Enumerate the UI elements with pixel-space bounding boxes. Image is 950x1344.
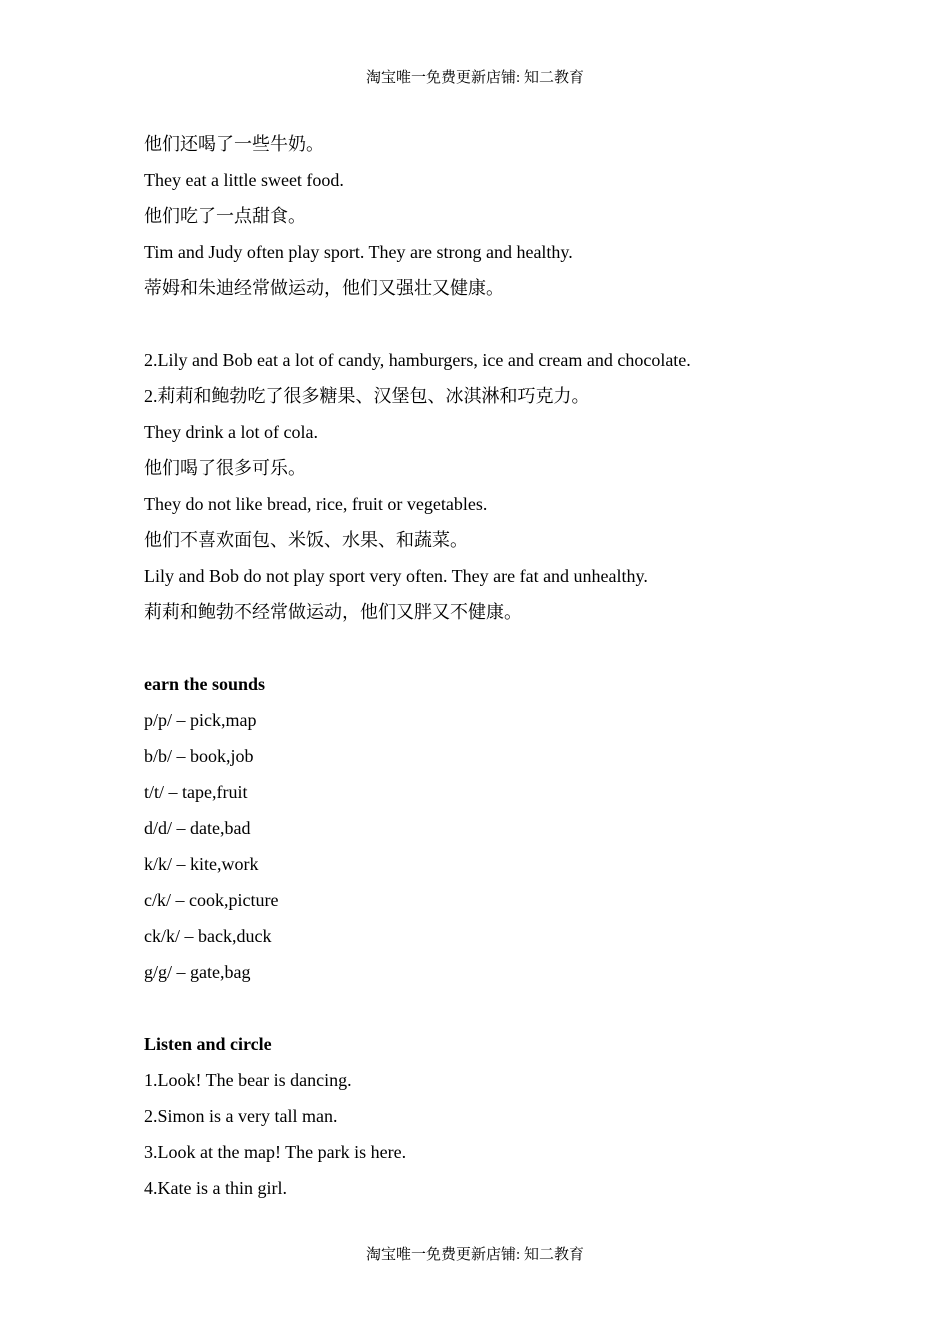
sound-item: p/p/ – pick,map — [144, 710, 257, 730]
sound-item: g/g/ – gate,bag — [144, 962, 251, 982]
text-line: 莉莉和鲍勃不经常做运动，他们又胖又不健康。 — [144, 602, 522, 622]
page-footer: 淘宝唯一免费更新店铺: 知二教育 — [366, 1247, 584, 1263]
text-line: 他们不喜欢面包、米饭、水果、和蔬菜。 — [144, 530, 468, 550]
text-line: Lily and Bob do not play sport very often. They are fat and unhealthy. — [144, 566, 648, 586]
text-line: They drink a lot of cola. — [144, 422, 318, 442]
text-line: 他们还喝了一些牛奶。 — [144, 134, 324, 154]
sound-item: t/t/ – tape,fruit — [144, 782, 248, 802]
sound-item: c/k/ – cook,picture — [144, 890, 279, 910]
sound-item: b/b/ – book,job — [144, 746, 254, 766]
text-line: They eat a little sweet food. — [144, 170, 344, 190]
listen-item: 4.Kate is a thin girl. — [144, 1178, 287, 1198]
sound-item: ck/k/ – back,duck — [144, 926, 272, 946]
text-line: 2.Lily and Bob eat a lot of candy, hamburgers, ice and cream and chocolate. — [144, 350, 691, 370]
blank-line — [144, 306, 844, 342]
text-line: 他们吃了一点甜食。 — [144, 206, 306, 226]
text-line: 蒂姆和朱迪经常做运动，他们又强壮又健康。 — [144, 278, 504, 298]
sound-item: k/k/ – kite,work — [144, 854, 259, 874]
listen-item: 3.Look at the map! The park is here. — [144, 1142, 407, 1162]
document-body — [144, 126, 844, 1206]
text-line: 2.莉莉和鲍勃吃了很多糖果、汉堡包、冰淇淋和巧克力。 — [144, 386, 590, 406]
listen-item: 1.Look! The bear is dancing. — [144, 1070, 352, 1090]
text-line: 他们喝了很多可乐。 — [144, 458, 306, 478]
blank-line — [144, 630, 844, 666]
text-line: Tim and Judy often play sport. They are strong and healthy. — [144, 242, 573, 262]
blank-line — [144, 990, 844, 1026]
listen-item: 2.Simon is a very tall man. — [144, 1106, 338, 1126]
section-heading-listen: Listen and circle — [144, 1034, 272, 1054]
sound-item: d/d/ – date,bad — [144, 818, 251, 838]
section-heading-sounds: earn the sounds — [144, 674, 266, 694]
text-line: They do not like bread, rice, fruit or vegetables. — [144, 494, 488, 514]
page-header: 淘宝唯一免费更新店铺: 知二教育 — [366, 70, 584, 86]
